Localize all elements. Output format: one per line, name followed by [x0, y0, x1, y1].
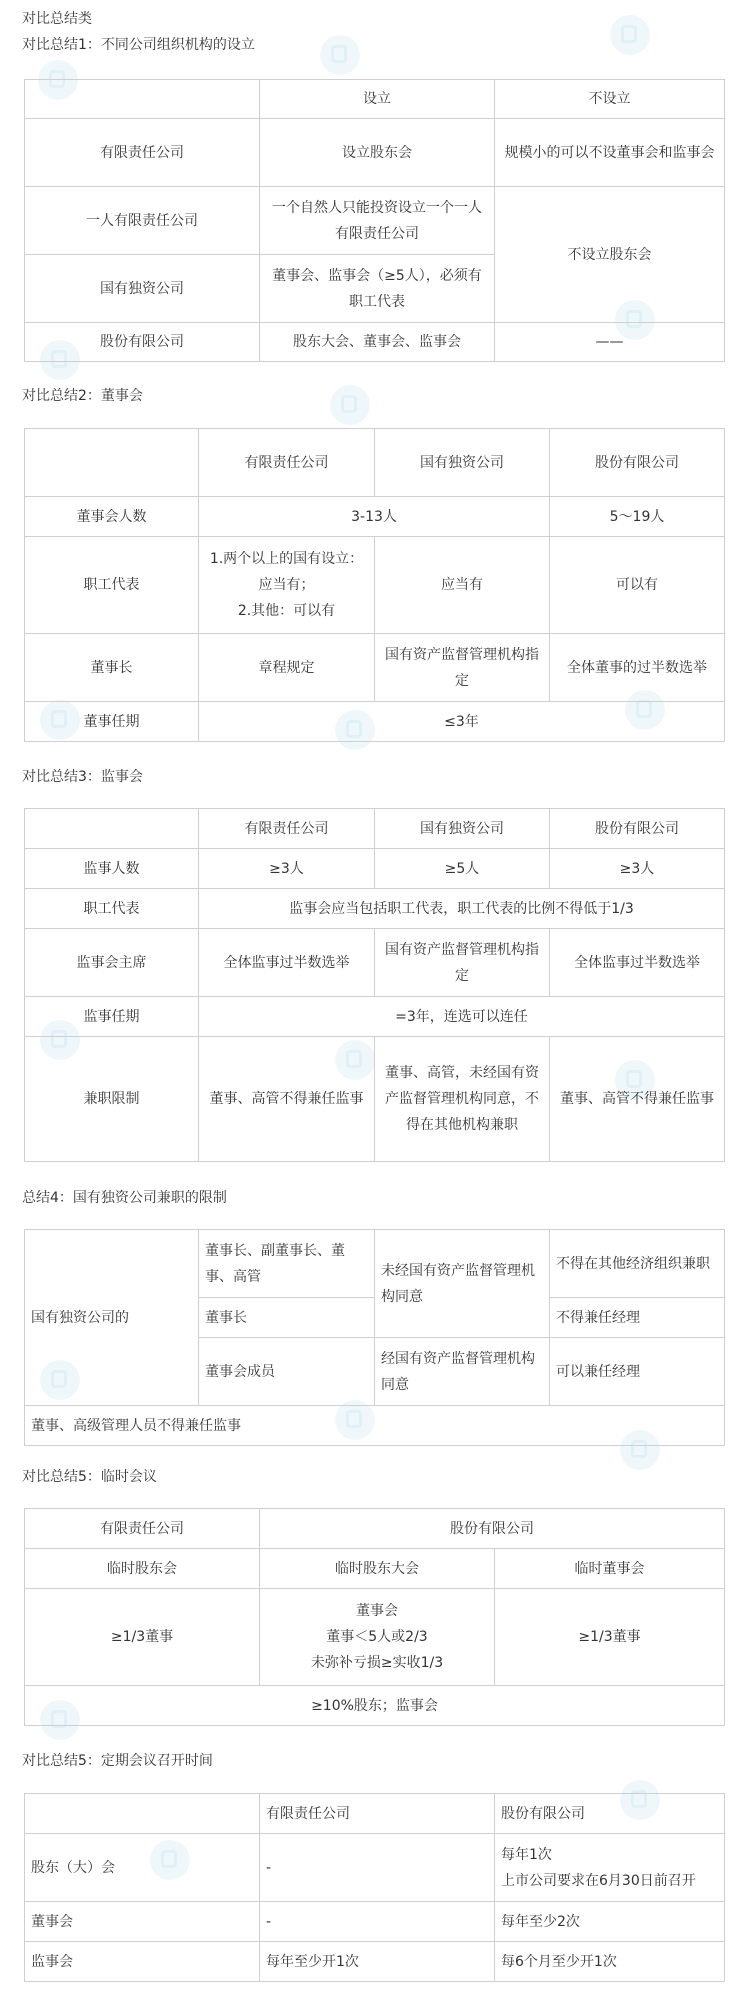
table-cell: 董事长、副董事长、董事、高管: [199, 1230, 375, 1298]
table-footer-cell: ≥10%股东；监事会: [25, 1686, 725, 1726]
table-row: [25, 1794, 725, 1834]
table-cell: 国有资产监督管理机构指定: [375, 634, 550, 702]
row-header: 监事会主席: [25, 929, 199, 997]
table-cell: 国有资产监督管理机构指定: [375, 929, 550, 997]
table-cell: -: [260, 1902, 495, 1942]
table-row: [25, 80, 725, 119]
cell-line: 董事会: [356, 1603, 398, 1619]
table-cell: 每年至少2次: [495, 1902, 725, 1942]
table-row: [25, 929, 725, 997]
table-cell: [25, 80, 260, 119]
table-row: [25, 1509, 725, 1549]
table-cell: ≤3年: [199, 702, 725, 742]
cell-line: 每年1次: [501, 1846, 552, 1863]
table-cell: 不得兼任经理: [550, 1298, 725, 1338]
table-cell: 每年至少开1次: [260, 1942, 495, 1982]
table-row: [25, 1686, 725, 1726]
row-header: 董事会: [25, 1902, 260, 1942]
row-header: 监事任期: [25, 997, 199, 1037]
column-header: 股份有限公司: [550, 809, 725, 849]
table-cell: 设立股东会: [260, 119, 495, 187]
table-cell: 全体董事的过半数选举: [550, 634, 725, 702]
row-header: 兼职限制: [25, 1037, 199, 1162]
table-org-structure: [24, 79, 725, 362]
table-cell: 5～19人: [550, 497, 725, 537]
cell-line: 1.两个以上的国有设立：应当有；: [209, 551, 364, 593]
column-subheader: 临时股东大会: [260, 1549, 495, 1589]
row-header: 国有独资公司: [25, 255, 260, 323]
table-row: [25, 849, 725, 889]
table-cell: 一个自然人只能投资设立一个一人有限责任公司: [260, 187, 495, 255]
watermark-logo-icon: [610, 15, 650, 55]
table-concurrent-posts: [24, 1229, 725, 1446]
column-header: 股份有限公司: [550, 429, 725, 497]
table-supervisory: [24, 808, 725, 1162]
table-row: [25, 1942, 725, 1982]
page-heading: 对比总结类: [22, 11, 92, 27]
table-cell: [25, 429, 199, 497]
table-regular-meetings: [24, 1793, 725, 1982]
table-row: [25, 809, 725, 849]
table-row: [25, 323, 725, 362]
section-4-title: 总结4：国有独资公司兼职的限制: [22, 1190, 227, 1206]
table-row: [25, 537, 725, 634]
table-cell: 规模小的可以不设董事会和监事会: [495, 119, 725, 187]
table-row: [25, 429, 725, 497]
cell-line: 上市公司要求在6月30日前召开: [501, 1872, 696, 1889]
row-header: 有限责任公司: [25, 119, 260, 187]
table-cell: ≥3人: [550, 849, 725, 889]
row-header: 监事会: [25, 1942, 260, 1982]
table-cell: 可以兼任经理: [550, 1338, 725, 1406]
column-header: 股份有限公司: [260, 1509, 725, 1549]
watermark-logo-icon: [330, 385, 370, 425]
table-cell: 不得在其他经济组织兼职: [550, 1230, 725, 1298]
table-cell: 董事、高管，未经国有资产监督管理机构同意，不得在其他机构兼职: [375, 1037, 550, 1162]
table-row: [25, 187, 725, 255]
row-header: 股份有限公司: [25, 323, 260, 362]
row-header: 职工代表: [25, 889, 199, 929]
cell-line: 2.其他：可以有: [237, 603, 336, 619]
column-header: 股份有限公司: [495, 1794, 725, 1834]
row-header: 国有独资公司的: [25, 1230, 199, 1406]
table-cell: 3-13人: [199, 497, 550, 537]
table-row: [25, 1406, 725, 1446]
row-header: 职工代表: [25, 537, 199, 634]
section-1-title: 对比总结1：不同公司组织机构的设立: [22, 37, 255, 53]
table-cell: [25, 809, 199, 849]
table-cell: ——: [495, 323, 725, 362]
table-cell: ≥1/3董事: [25, 1589, 260, 1686]
table-cell: 不设立股东会: [495, 187, 725, 323]
table-cell: 监事会应当包括职工代表，职工代表的比例不得低于1/3: [199, 889, 725, 929]
table-row: [25, 1230, 725, 1298]
watermark-logo-icon: [320, 35, 360, 75]
table-cell: 应当有: [375, 537, 550, 634]
table-cell: -: [260, 1834, 495, 1902]
table-cell: =3年，连选可以连任: [199, 997, 725, 1037]
row-header: 监事人数: [25, 849, 199, 889]
table-cell: 董事会、监事会（≥5人），必须有职工代表: [260, 255, 495, 323]
table-extraordinary-meetings: [24, 1508, 725, 1726]
section-6-title: 对比总结5：定期会议召开时间: [22, 1753, 213, 1769]
table-cell: 董事、高管不得兼任监事: [199, 1037, 375, 1162]
column-header: 国有独资公司: [375, 809, 550, 849]
section-2-title: 对比总结2：董事会: [22, 388, 143, 404]
table-row: [25, 1589, 725, 1686]
table-cell: [199, 537, 375, 634]
row-header: 股东（大）会: [25, 1834, 260, 1902]
column-subheader: 临时董事会: [495, 1549, 725, 1589]
row-header: 董事任期: [25, 702, 199, 742]
table-cell: 未经国有资产监督管理机构同意: [375, 1230, 550, 1338]
table-cell: 可以有: [550, 537, 725, 634]
table-cell: [495, 1834, 725, 1902]
column-subheader: 临时股东会: [25, 1549, 260, 1589]
column-header: 设立: [260, 80, 495, 119]
table-row: [25, 634, 725, 702]
table-row: [25, 1834, 725, 1902]
table-row: [25, 497, 725, 537]
column-header: 有限责任公司: [199, 809, 375, 849]
table-cell: 全体监事过半数选举: [550, 929, 725, 997]
row-header: 董事长: [25, 634, 199, 702]
table-cell: 章程规定: [199, 634, 375, 702]
table-cell: [260, 1589, 495, 1686]
row-header: 一人有限责任公司: [25, 187, 260, 255]
column-header: 有限责任公司: [25, 1509, 260, 1549]
column-header: 有限责任公司: [199, 429, 375, 497]
table-cell: 经国有资产监督管理机构同意: [375, 1338, 550, 1406]
row-header: 董事会人数: [25, 497, 199, 537]
table-row: [25, 1902, 725, 1942]
cell-line: 董事＜5人或2/3: [326, 1629, 428, 1645]
table-cell: [25, 1794, 260, 1834]
column-header: 不设立: [495, 80, 725, 119]
table-cell: 董事会成员: [199, 1338, 375, 1406]
table-cell: 每6个月至少开1次: [495, 1942, 725, 1982]
column-header: 国有独资公司: [375, 429, 550, 497]
table-footer-cell: 董事、高级管理人员不得兼任监事: [25, 1406, 725, 1446]
table-row: [25, 889, 725, 929]
section-3-title: 对比总结3：监事会: [22, 769, 143, 785]
table-row: [25, 997, 725, 1037]
table-cell: ≥5人: [375, 849, 550, 889]
table-cell: 董事、高管不得兼任监事: [550, 1037, 725, 1162]
section-5-title: 对比总结5：临时会议: [22, 1469, 157, 1485]
table-row: [25, 1037, 725, 1162]
table-cell: 股东大会、董事会、监事会: [260, 323, 495, 362]
table-cell: 董事长: [199, 1298, 375, 1338]
table-cell: 全体监事过半数选举: [199, 929, 375, 997]
column-header: 有限责任公司: [260, 1794, 495, 1834]
table-row: [25, 702, 725, 742]
table-cell: ≥3人: [199, 849, 375, 889]
table-row: [25, 119, 725, 187]
table-board: [24, 428, 725, 742]
table-cell: ≥1/3董事: [495, 1589, 725, 1686]
cell-line: 未弥补亏损≥实收1/3: [310, 1655, 444, 1671]
table-row: [25, 1549, 725, 1589]
